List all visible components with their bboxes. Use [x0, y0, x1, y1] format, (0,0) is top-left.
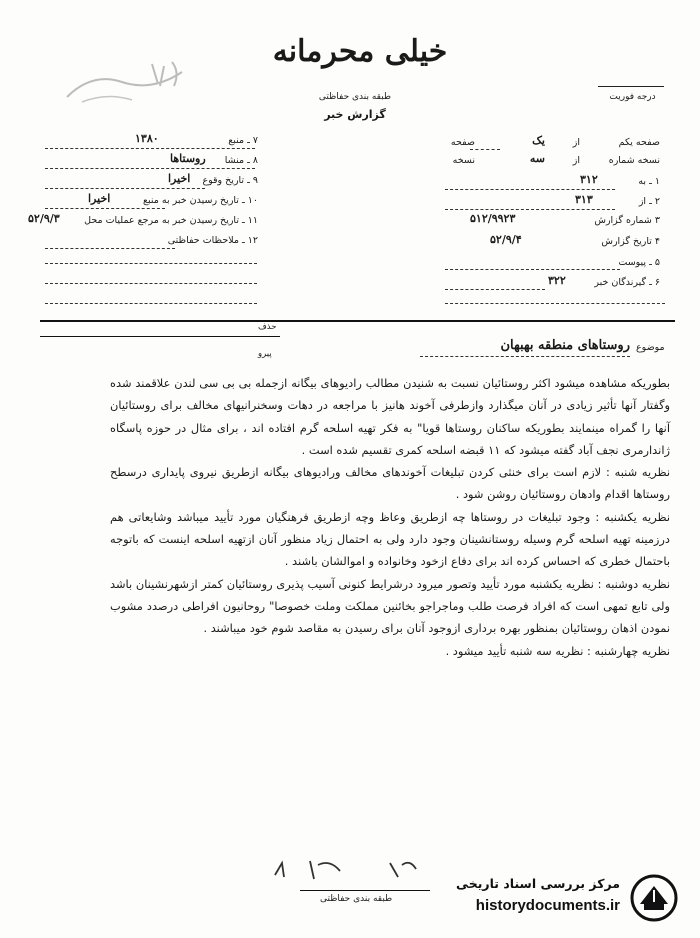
dash-line: [470, 149, 500, 150]
right-field-from-label: ۲ ـ از: [638, 196, 660, 207]
body-paragraph: نظریه یکشنبه : وجود تبلیغات در روستاها چه ازطریق وعاظ وچه ازطریق فرهنگیان مورد تأیید میباشد وشایعاتی هم درزمینه تهیه اسلحه گرم وسیله روستانشینان وجود دارد ولی به احتمال زیاد منظور آنان ازتهیه اسلحه اینست که باتوجه باحتمال خطری که احساس کرده اند برای دفاع ازخود وخانواده و اموالشان باشند .: [110, 509, 670, 569]
dash-line: [445, 303, 665, 304]
document-title: خیلی محرمانه: [272, 34, 448, 69]
urgency-line: [598, 86, 664, 87]
dash-line: [445, 289, 545, 290]
right-field-page-value: یک: [532, 134, 545, 147]
classification-label: طبقه بندی حفاظتی: [318, 92, 392, 102]
signature-scribble: [270, 855, 420, 885]
body-paragraph: بطوریکه مشاهده میشود اکثر روستائیان نسبت به شنیدن مطالب رادیوهای بیگانه ازجمله بی بی سی لندن علاقمند شده وگفتار آنها تأثیر زیادی در آنان میگذارد وازطرفی آخوند هانیز با مراجعه در دهات وسخنرانیهای مخالف برای روستائیان آنها را گمراه مینمایند بطوریکه ساکنان روستاها قویا" به فکر تهیه اسلحه گرم افتاده اند ، برای مثال در حوزه پاسگاه ژاندارمری نجف آباد گفته میشود که ۱۱ قبضه اسلحه کمری تقسیم شده است .: [110, 376, 670, 457]
right-field-attachment-label: ۵ ـ پیوست: [618, 257, 660, 268]
report-body: [110, 372, 670, 662]
right-field-report-number-value: ۵۱۲/۹۹۲۳: [470, 212, 516, 225]
left-field-origin-value: روستاها: [170, 152, 206, 165]
left-field-security-notes-label: ۱۲ ـ ملاحظات حفاظتی: [167, 235, 258, 246]
body-paragraph: نظریه شنبه : لازم است برای خنثی کردن تبلیغات آخوندهای مخالف ورادیوهای بیگانه ازطریق نیروی پایداری درسطح روستاها اقدام وادهان روستائیان روشن شود .: [110, 465, 670, 502]
right-field-from-value: ۳۱۳: [575, 193, 593, 206]
left-field-origin-label: ۸ ـ منشا: [224, 155, 258, 166]
right-field-to-value: ۳۱۲: [580, 173, 598, 186]
left-field-source-date-value: اخیرا: [88, 192, 111, 205]
right-field-copy-value: سه: [529, 152, 545, 165]
dash-line: [45, 188, 205, 189]
body-paragraph: نظریه دوشنبه : نظریه یکشنبه مورد تأیید وتصور میرود درشرایط کنونی آسیب پذیری روستائیان کمتر ازشهرنشینان باشد ولی تابع تمهی است که افراد فرصت طلب وماجراجو بخائنین مملکت وملت خصوصا" روحانیون افراطی درصدد مشوب نمودن اذهان روستائیان بمنظور بهره برداری ازوجود آنان برای رسیدن به مقاصد شوم خود میباشند .: [110, 576, 670, 636]
right-field-page-label: صفحه یکم: [618, 137, 660, 148]
body-paragraph: نظریه چهارشنبه : نظریه سه شنبه تأیید میشود .: [445, 643, 670, 658]
dash-line: [420, 356, 630, 357]
subject-label: موضوع: [636, 342, 665, 353]
dash-line: [45, 283, 257, 284]
dash-line: [45, 263, 257, 264]
right-field-page-mid: از: [572, 137, 580, 148]
footer-line: [300, 890, 430, 891]
separator-line: [40, 336, 280, 337]
subject-value: روستاهای منطقه بهبهان: [500, 338, 630, 353]
dash-line: [45, 208, 165, 209]
watermark: [450, 868, 690, 928]
right-field-recipients-label: ۶ ـ گیرندگان خبر: [594, 277, 660, 288]
report-title: گزارش خبر: [324, 108, 386, 121]
right-field-copy-label: نسخه شماره: [608, 155, 660, 166]
dash-line: [445, 269, 620, 270]
dash-line: [445, 209, 615, 210]
left-field-source-label: ۷ ـ منبع: [228, 135, 258, 146]
dash-line: [45, 148, 255, 149]
right-field-to-label: ۱ ـ به: [638, 176, 660, 187]
left-field-event-date-label: ۹ ـ تاریخ وقوع: [202, 175, 258, 186]
dash-line: [445, 189, 615, 190]
right-field-page-suffix: صفحه: [450, 137, 475, 148]
watermark-title: مرکز بررسی اسناد تاریخی: [456, 876, 620, 891]
right-field-copy-suffix: نسخه: [452, 155, 475, 166]
side-note-delete: حذف: [258, 322, 277, 332]
dash-line: [45, 248, 175, 249]
left-field-source-value: ۱۳۸۰: [135, 132, 159, 145]
right-field-report-number-label: ۳ شماره گزارش: [594, 215, 660, 226]
separator-line: [40, 320, 675, 322]
archive-logo-icon: [630, 874, 678, 922]
right-field-report-date-value: ۵۲/۹/۴: [490, 233, 522, 246]
dash-line: [45, 168, 255, 169]
footer-classification: طبقه بندی حفاظتی: [320, 894, 393, 904]
left-field-authority-date-value: ۵۲/۹/۳: [28, 212, 60, 225]
right-field-copy-mid: از: [572, 155, 580, 166]
left-field-authority-date-label: ۱۱ ـ تاریخ رسیدن خبر به مرجع عملیات محل: [84, 215, 258, 226]
left-field-event-date-value: اخیرا: [168, 172, 191, 185]
right-field-recipients-value: ۳۲۲: [548, 274, 566, 287]
dash-line: [45, 303, 257, 304]
faded-stamp: [62, 52, 222, 112]
urgency-label: درجه فوریت: [609, 92, 656, 102]
left-field-source-date-label: ۱۰ ـ تاریخ رسیدن خبر به منبع: [143, 195, 258, 206]
side-note-follow-up: پیرو: [258, 349, 272, 359]
right-field-report-date-label: ۴ تاریخ گزارش: [601, 236, 660, 247]
watermark-url: historydocuments.ir: [475, 897, 620, 914]
